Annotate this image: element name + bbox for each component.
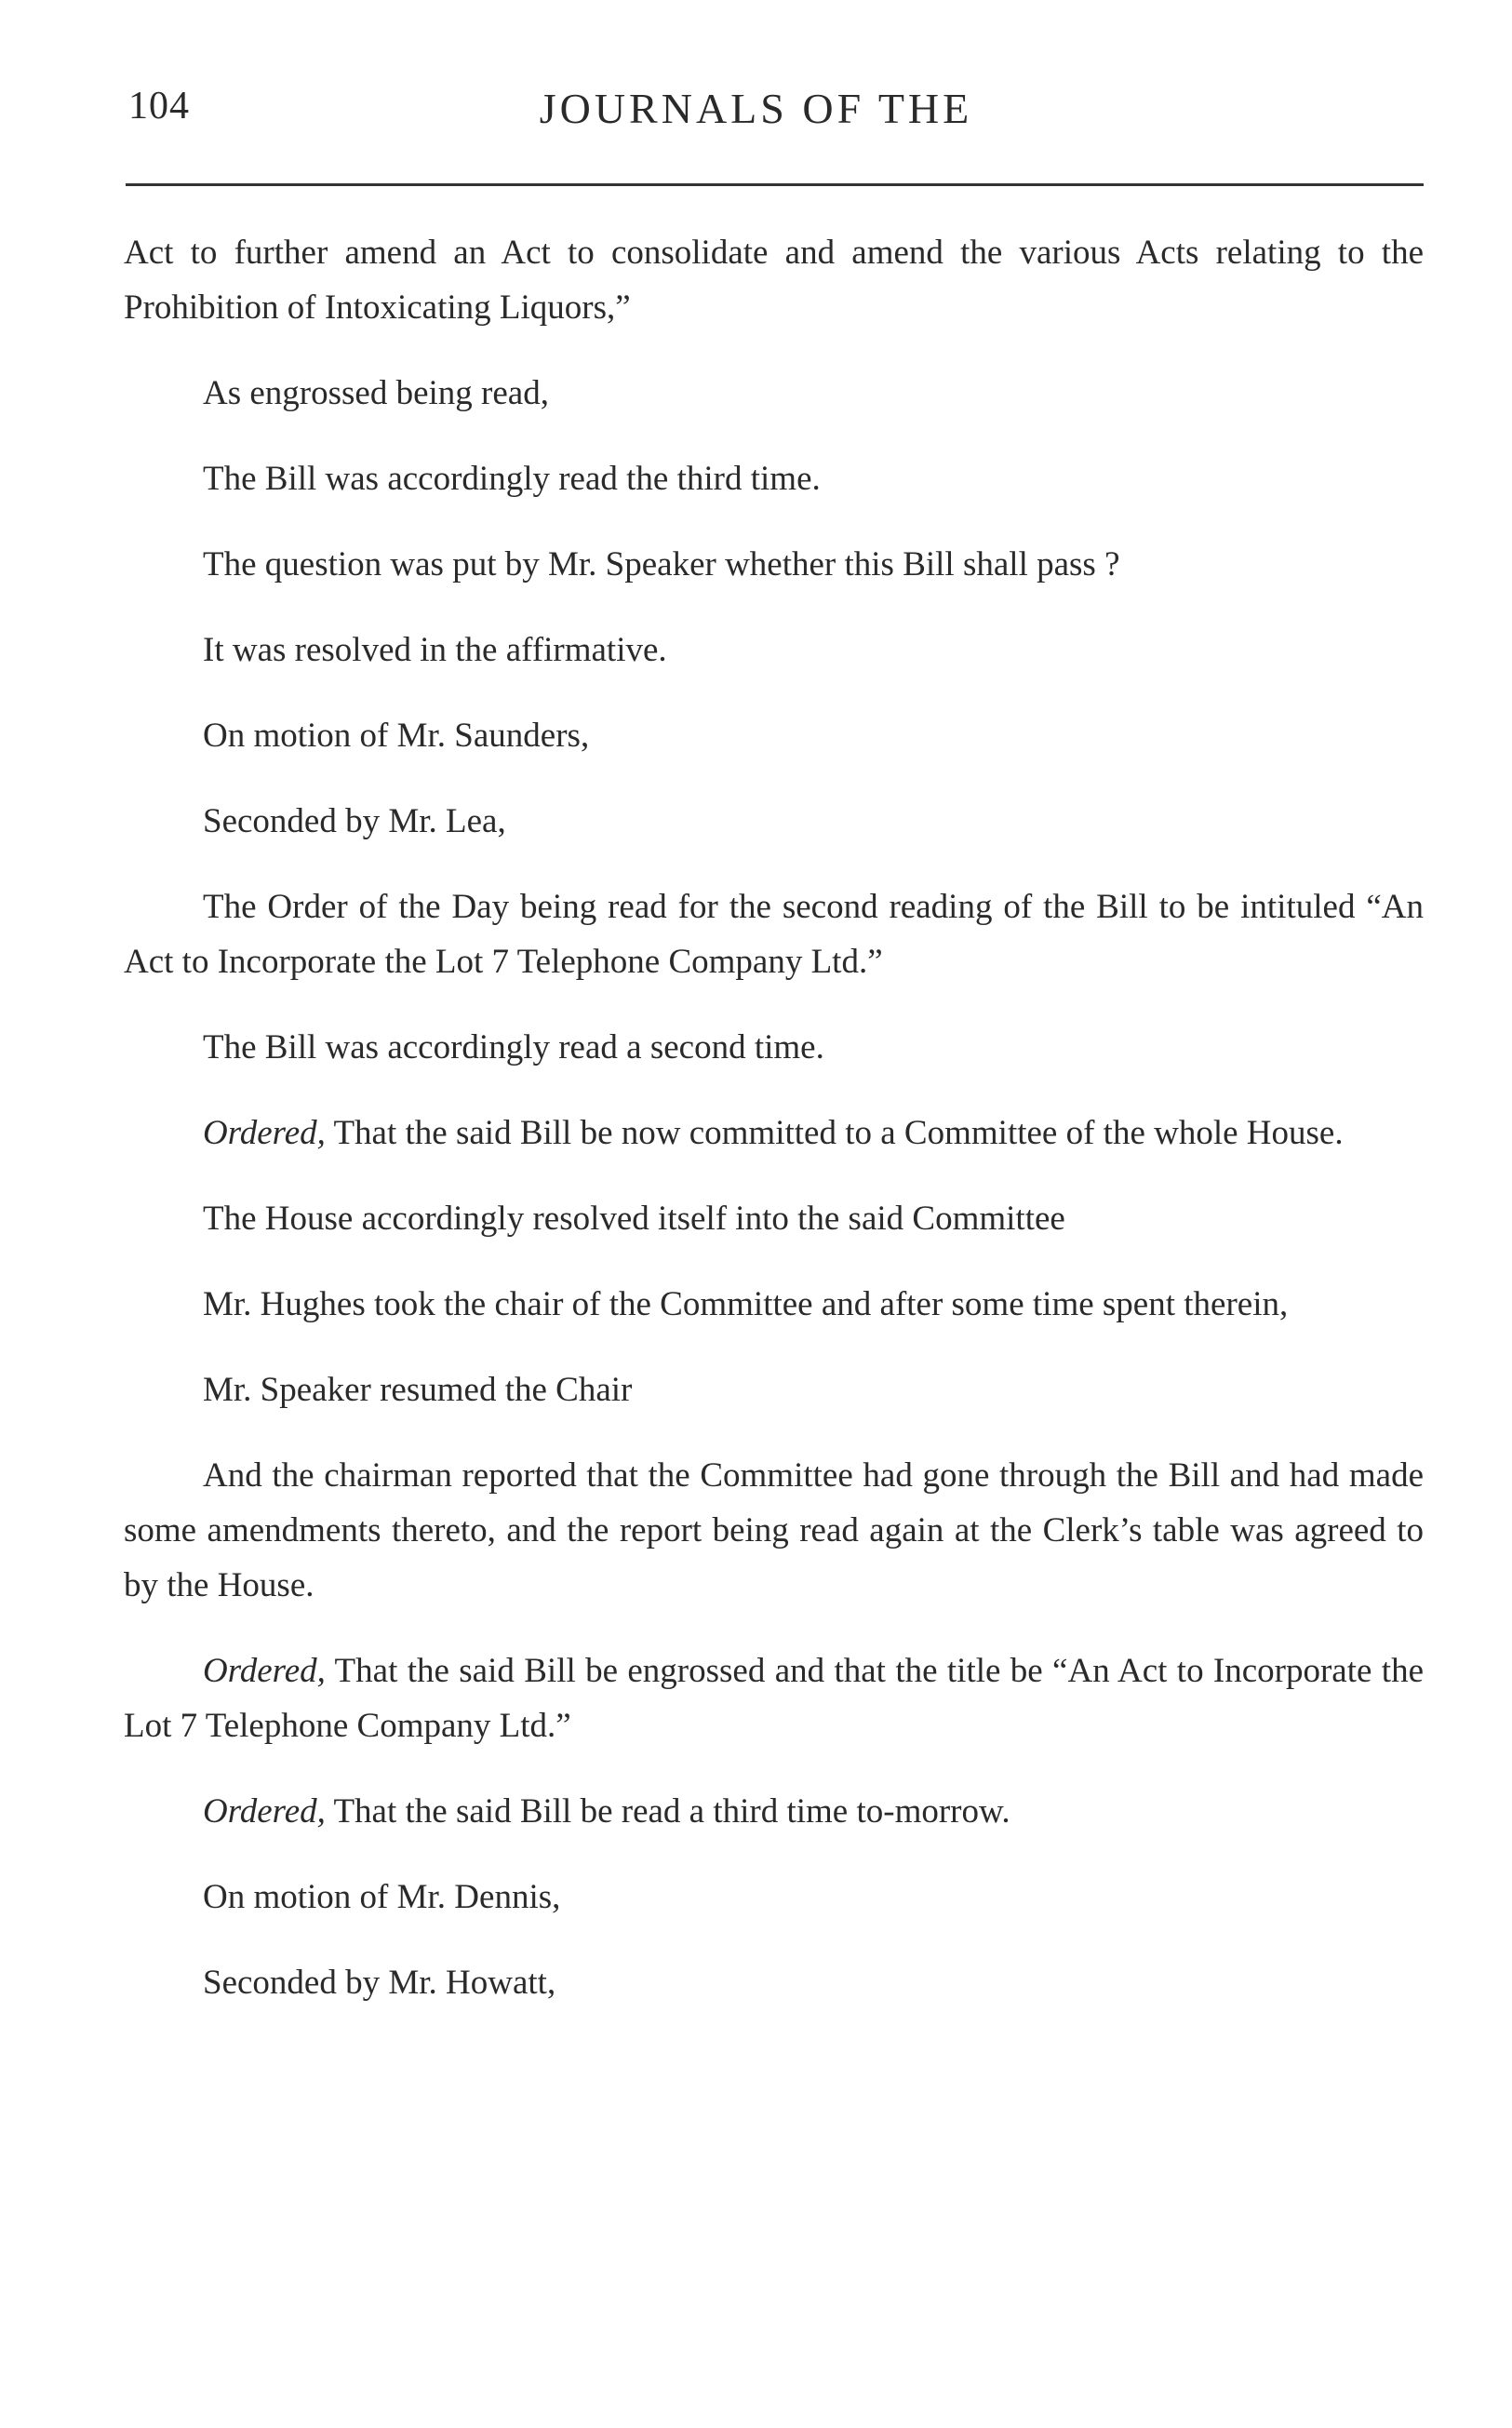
paragraph: The Order of the Day being read for the second reading of the Bill to be intituled “An Act to Incorporate the Lot 7 Telephone Company Ltd.” — [124, 888, 1424, 981]
paragraph: Ordered, That the said Bill be engrossed and that the title be “An Act to Incorporate the Lot 7 Telephone Company Ltd.” — [124, 1652, 1424, 1745]
paragraph: Mr. Hughes took the chair of the Committee and after some time spent therein, — [203, 1285, 1289, 1323]
ordered-label: Ordered, — [203, 1792, 326, 1831]
page-number: 104 — [128, 85, 190, 127]
paragraph: Seconded by Mr. Howatt, — [203, 1964, 556, 2002]
paragraph: Ordered, That the said Bill be read a third time to-morrow. — [203, 1792, 1010, 1831]
paragraph: Mr. Speaker resumed the Chair — [203, 1371, 633, 1409]
ordered-label: Ordered, — [203, 1652, 326, 1690]
paragraph: On motion of Mr. Saunders, — [203, 717, 590, 755]
ordered-label: Ordered, — [203, 1114, 326, 1152]
page-header — [0, 84, 1512, 140]
paragraph: On motion of Mr. Dennis, — [203, 1878, 561, 1916]
paragraph: The question was put by Mr. Speaker whether this Bill shall pass ? — [203, 545, 1120, 584]
paragraph: It was resolved in the affirmative. — [203, 631, 667, 669]
header-rule — [126, 183, 1424, 186]
journal-body — [124, 225, 1424, 2041]
paragraph: Act to further amend an Act to consolidate and amend the various Acts relating to the Prohibition of Intoxicating Liquors,” — [124, 234, 1424, 327]
paragraph: The Bill was accordingly read a second time. — [203, 1028, 824, 1066]
paragraph: Seconded by Mr. Lea, — [203, 802, 506, 840]
paragraph: Ordered, That the said Bill be now committed to a Committee of the whole House. — [203, 1114, 1344, 1152]
paragraph: As engrossed being read, — [203, 374, 549, 412]
paragraph: The House accordingly resolved itself into the said Committee — [203, 1200, 1065, 1238]
running-head: JOURNALS OF THE — [539, 85, 973, 132]
paragraph: And the chairman reported that the Committee had gone through the Bill and had made some amendments thereto, and the report being read again at the Clerk’s table was agreed to by the House. — [124, 1456, 1424, 1604]
paragraph: The Bill was accordingly read the third time. — [203, 460, 821, 498]
